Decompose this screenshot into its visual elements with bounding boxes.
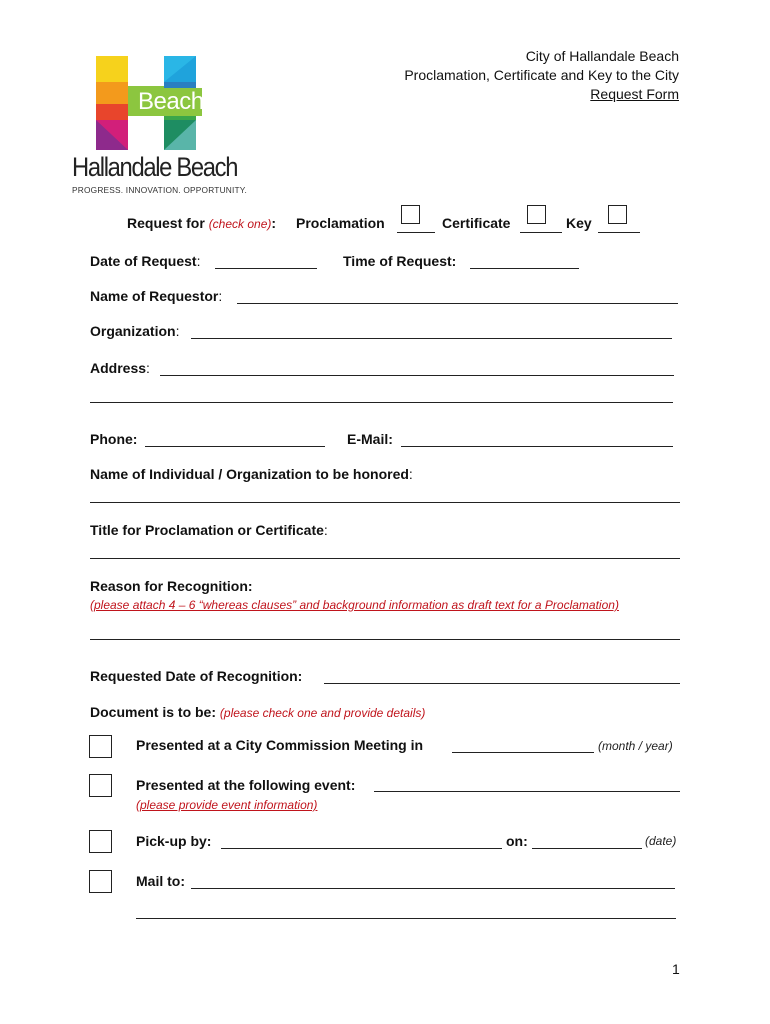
mail-to-field-line-2[interactable] xyxy=(136,918,676,919)
reason-hint: (please attach 4 – 6 “whereas clauses” and background information as draft text for a Proclamation) xyxy=(90,598,619,612)
honoree-field[interactable] xyxy=(90,502,680,503)
email-label: E-Mail: xyxy=(347,431,393,447)
logo-beach-word: Beach xyxy=(138,88,204,115)
document-label: Document is to be: (please check one and provide details) xyxy=(90,704,426,720)
header-line-3: Request Form xyxy=(590,86,679,102)
address-field-line-2[interactable] xyxy=(90,402,673,403)
option-certificate-line xyxy=(520,232,562,233)
commission-meeting-checkbox[interactable] xyxy=(89,735,112,758)
phone-field[interactable] xyxy=(145,446,325,447)
organization-field[interactable] xyxy=(191,338,672,339)
option-key-line xyxy=(598,232,640,233)
name-of-requestor-label: Name of Requestor: xyxy=(90,288,223,304)
reason-label: Reason for Recognition: xyxy=(90,578,253,594)
honoree-label: Name of Individual / Organization to be honored: xyxy=(90,466,413,482)
logo-name: Hallandale Beach xyxy=(72,152,238,182)
city-logo xyxy=(72,52,247,198)
address-field-line-1[interactable] xyxy=(160,375,674,376)
date-of-request-field[interactable] xyxy=(215,268,317,269)
email-field[interactable] xyxy=(401,446,673,447)
option-proclamation-label: Proclamation xyxy=(296,215,385,231)
requested-date-field[interactable] xyxy=(324,683,680,684)
date-of-request-label: Date of Request: xyxy=(90,253,201,269)
option-key-label: Key xyxy=(566,215,592,231)
commission-meeting-label: Presented at a City Commission Meeting in xyxy=(136,737,424,753)
logo-tagline: PROGRESS. INNOVATION. OPPORTUNITY. xyxy=(72,185,247,195)
title-label: Title for Proclamation or Certificate: xyxy=(90,522,328,538)
key-checkbox[interactable] xyxy=(608,205,627,224)
pickup-on-label: on: xyxy=(506,833,528,849)
mail-to-checkbox[interactable] xyxy=(89,870,112,893)
address-label: Address: xyxy=(90,360,150,376)
mail-to-label: Mail to: xyxy=(136,873,185,889)
time-of-request-field[interactable] xyxy=(470,268,579,269)
pickup-label: Pick-up by: xyxy=(136,833,212,849)
pickup-field[interactable] xyxy=(221,848,502,849)
option-certificate-label: Certificate xyxy=(442,215,511,231)
option-proclamation-line xyxy=(397,232,435,233)
title-field[interactable] xyxy=(90,558,680,559)
commission-meeting-field[interactable] xyxy=(452,752,594,753)
organization-label: Organization: xyxy=(90,323,180,339)
event-field[interactable] xyxy=(374,791,680,792)
request-for-row xyxy=(127,215,276,231)
request-for-colon: : xyxy=(271,215,277,231)
page-number: 1 xyxy=(672,961,680,977)
event-label: Presented at the following event: xyxy=(136,777,356,793)
reason-field[interactable] xyxy=(90,639,680,640)
request-for-label: Request for xyxy=(127,215,205,231)
name-of-requestor-field[interactable] xyxy=(237,303,678,304)
pickup-date-field[interactable] xyxy=(532,848,642,849)
event-checkbox[interactable] xyxy=(89,774,112,797)
time-of-request-label: Time of Request: xyxy=(343,253,457,269)
phone-label: Phone: xyxy=(90,431,138,447)
pickup-checkbox[interactable] xyxy=(89,830,112,853)
event-hint: (please provide event information) xyxy=(136,798,318,812)
header-line-1: City of Hallandale Beach xyxy=(525,48,679,64)
requested-date-label: Requested Date of Recognition: xyxy=(90,668,303,684)
header-line-2: Proclamation, Certificate and Key to the City xyxy=(404,67,679,83)
proclamation-checkbox[interactable] xyxy=(401,205,420,224)
date-hint: (date) xyxy=(645,834,677,848)
mail-to-field-line-1[interactable] xyxy=(191,888,675,889)
request-for-hint: (check one) xyxy=(208,217,272,231)
certificate-checkbox[interactable] xyxy=(527,205,546,224)
month-year-hint: (month / year) xyxy=(598,739,673,753)
